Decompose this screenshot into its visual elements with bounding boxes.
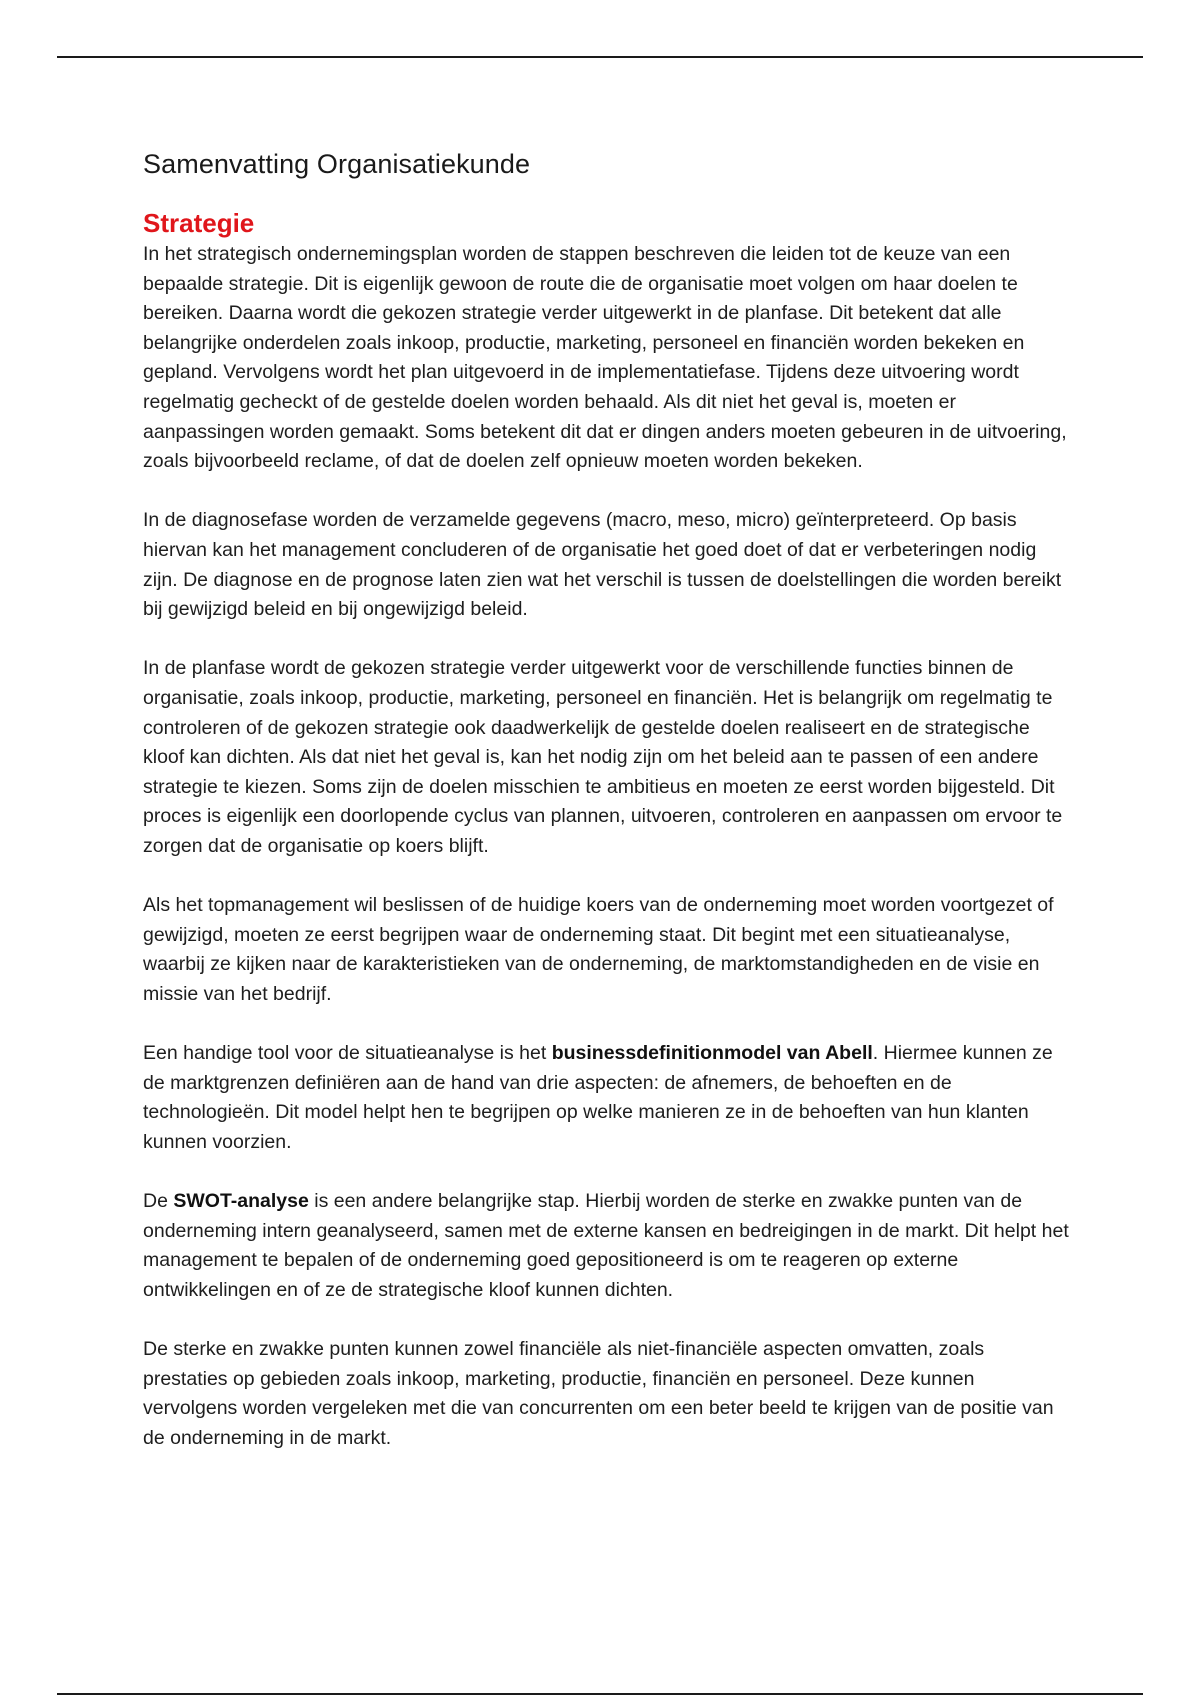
paragraph: Als het topmanagement wil beslissen of de huidige koers van de onderneming moet worden voortgezet of gewijzigd, moeten ze eerst begrijpen waar de onderneming staat. Dit begint met een situatieanalyse, waarbij ze kijken naar de karakteristieken van de onderneming, de marktomstandigheden en de visie en missie van het bedrijf. <box>143 894 1054 1005</box>
section-heading-strategie: Strategie <box>143 208 255 238</box>
paragraph: De sterke en zwakke punten kunnen zowel financiële als niet-financiële aspecten omvatten, zoals prestaties op gebieden zoals inkoop, marketing, productie, financiën en personeel. Deze kunnen vervolgens worden vergeleken met die van concurrenten om een beter beeld te krijgen van de positie van de onderneming in de markt. <box>143 1337 1054 1449</box>
paragraph-text: . Hiermee kunnen ze de marktgrenzen definiëren aan de hand van drie aspecten: de afnemers, de behoeften en de technologieën. Dit model helpt hen te begrijpen op welke manieren ze in de behoeften van hun klanten kunnen voorzien. <box>143 1042 1053 1153</box>
paragraph-swot <box>143 1187 1073 1305</box>
document-title: Samenvatting Organisatiekunde <box>143 149 531 179</box>
paragraph: In de diagnosefase worden de verzamelde gegevens (macro, meso, micro) geïnterpreteerd. Op basis hiervan kan het management concluderen of de organisatie het goed doet of dat er verbeteringen nodig zijn. De diagnose en de prognose laten zien wat het verschil is tussen de doelstellingen die worden bereikt bij gewijzigd beleid en bij ongewijzigd beleid. <box>143 509 1062 621</box>
header-rule <box>57 56 1143 58</box>
footer-rule <box>57 1693 1143 1695</box>
bold-term-abell: businessdefinitionmodel van Abell <box>551 1042 873 1065</box>
paragraph-text: is een andere belangrijke stap. Hierbij worden de sterke en zwakke punten van de onderneming intern geanalyseerd, samen met de externe kansen en bedreigingen in de markt. Dit helpt het management te bepalen of de onderneming goed gepositioneerd is om te reageren op externe ontwikkelingen en of ze de strategische kloof kunnen dichten. <box>143 1190 1069 1301</box>
paragraph-text: De <box>143 1190 174 1212</box>
bold-term-swot: SWOT-analyse <box>173 1190 309 1212</box>
document-body <box>143 142 1073 1483</box>
paragraph: In het strategisch ondernemingsplan worden de stappen beschreven die leiden tot de keuze van een bepaalde strategie. Dit is eigenlijk gewoon de route die de organisatie moet volgen om haar doelen te bereiken. Daarna wordt die gekozen strategie verder uitgewerkt in de planfase. Dit betekent dat alle belangrijke onderdelen zoals inkoop, productie, marketing, personeel en financiën worden bekeken en gepland. Vervolgens wordt het plan uitgevoerd in de implementatiefase. Tijdens deze uitvoering wordt regelmatig gecheckt of de gestelde doelen worden behaald. Als dit niet het geval is, moeten er aanpassingen worden gemaakt. Soms betekent dit dat er dingen anders moeten gebeuren in de uitvoering, zoals bijvoorbeeld reclame, of dat de doelen zelf opnieuw moeten worden bekeken. <box>143 243 1067 473</box>
paragraph-abell <box>143 1039 1073 1157</box>
paragraph: In de planfase wordt de gekozen strategie verder uitgewerkt voor de verschillende functies binnen de organisatie, zoals inkoop, productie, marketing, personeel en financiën. Het is belangrijk om regelmatig te controleren of de gekozen strategie ook daadwerkelijk de gestelde doelen realiseert en de strategische kloof kan dichten. Als dat niet het geval is, kan het nodig zijn om het beleid aan te passen of een andere strategie te kiezen. Soms zijn de doelen misschien te ambitieus en moeten ze eerst worden bijgesteld. Dit proces is eigenlijk een doorlopende cyclus van plannen, uitvoeren, controleren en aanpassen om ervoor te zorgen dat de organisatie op koers blijft. <box>143 657 1063 857</box>
paragraph-text: Een handige tool voor de situatieanalyse is het <box>143 1042 552 1065</box>
